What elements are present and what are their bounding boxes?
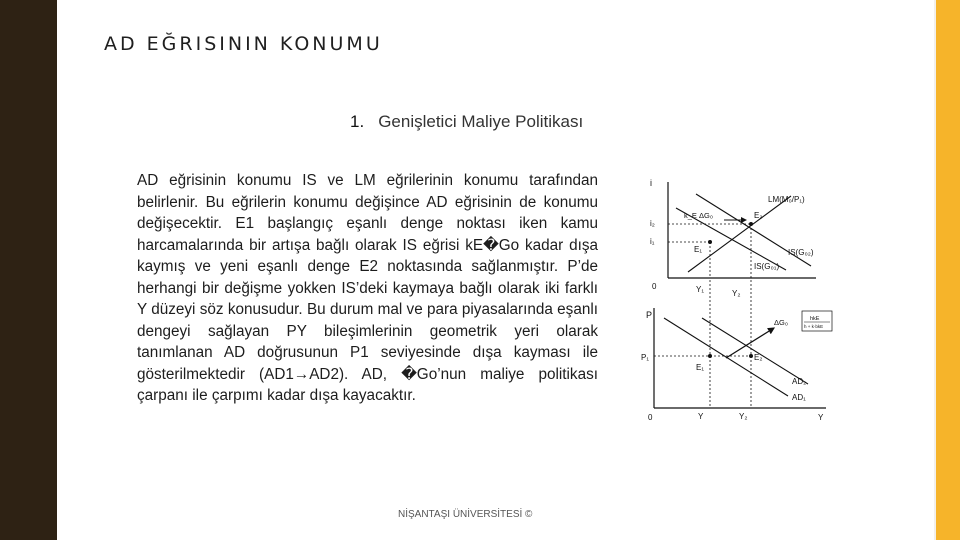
is1-label: IS(G₀₁) — [754, 262, 780, 271]
footer-copyright: NİŞANTAŞI ÜNİVERSİTESİ © — [398, 509, 533, 520]
is-lm-ad-diagram — [636, 168, 836, 424]
lm-curve — [688, 196, 791, 272]
heading-number: 1. — [350, 112, 365, 131]
right-accent-band — [936, 0, 960, 540]
y2-label-bottom: Y₂ — [739, 412, 748, 421]
body-paragraph: AD eğrisinin konumu IS ve LM eğrilerinin konumu tarafından belirlenir. Bu eğrilerin konumu değişince AD eğrisinin de konumu değişecektir. E1 başlangıç eşanlı denge noktası iken kamu harcamalarında bir artışa bağlı olarak IS eğrisi kE�Go kadar dışa kaymış ve yeni eşanlı denge E2 noktasında sağlanmıştır. P’de herhangi bir değişme yokken IS’deki kaymaya bağlı olarak iki farklı Y düzeyi söz konusudur. Bu durum mal ve para piyasalarında eşanlı dengeyi sağlayan PY bileşimlerinin geometrik yeri olarak tanımlanan AD doğrusunun P1 seviyesinde dışa kayması ile gösterilmektedir (AD1→AD2). AD, �Go’nun maliye politikası çarpanı ile çarpımı kadar dışa kayacaktır. — [137, 172, 598, 404]
origin-bottom: 0 — [648, 413, 653, 422]
slide-title: AD EĞRISININ KONUMU — [104, 33, 383, 55]
e2-point-ad — [749, 354, 753, 358]
is-lm-panel — [650, 178, 816, 298]
multiplier-dg-label: ΔG₀ — [774, 318, 788, 327]
ad2-curve — [702, 318, 808, 384]
section-heading — [350, 112, 583, 132]
ad-panel — [641, 308, 832, 422]
p-axis-label: P — [646, 310, 653, 320]
y1-label-bottom: Y — [698, 412, 704, 421]
i2-label: i₂ — [650, 219, 655, 228]
left-decorative-band — [0, 0, 57, 540]
ad1-curve — [664, 318, 788, 396]
p1-label: P₁ — [641, 353, 650, 362]
ad1-label: AD₁ — [792, 393, 806, 402]
e2-label-ad: E₂ — [754, 353, 763, 362]
e1-label-ad: E₁ — [696, 363, 705, 372]
y1-label-top: Y₁ — [696, 285, 705, 294]
origin-top: 0 — [652, 282, 657, 291]
multiplier-denominator: h + k·bkE — [804, 324, 824, 329]
i1-label: i₁ — [650, 237, 655, 246]
e1-label: E₁ — [694, 245, 703, 254]
lm-label: LM(M₀/P₁) — [768, 195, 805, 204]
e1-point-ad — [708, 354, 712, 358]
i-axis-label: i — [650, 178, 652, 188]
is2-label: IS(G₀₂) — [788, 248, 814, 257]
e2-label: E₂ — [754, 211, 763, 220]
y-axis-label-bottom: Y — [818, 413, 824, 422]
shift-label: k_E ΔG₀ — [684, 211, 713, 220]
y2-label-top: Y₂ — [732, 289, 741, 298]
ad2-label: AD₂ — [792, 377, 807, 386]
multiplier-numerator: hkE — [810, 316, 820, 322]
shift-arrow-ad — [726, 328, 774, 358]
heading-text: Genişletici Maliye Politikası — [378, 112, 584, 131]
